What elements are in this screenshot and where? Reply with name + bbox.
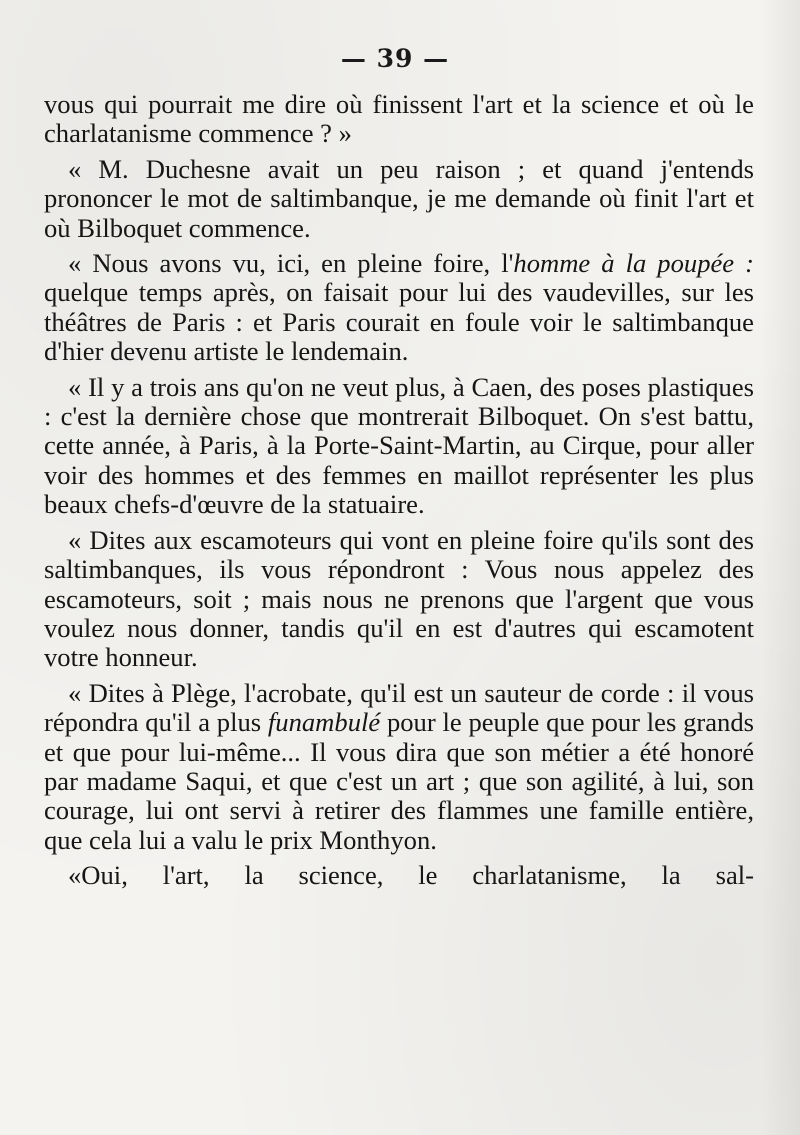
paragraph-text: vous qui pourrait me dire où finissent l'art et la science et où le charlatanisme commence ? »	[44, 89, 754, 149]
italic-word: funambulé	[267, 707, 381, 738]
italic-phrase: homme à la poupée :	[513, 248, 754, 279]
paragraph-7	[44, 861, 754, 890]
paragraph-text: « Il y a trois ans qu'on ne veut plus, à Caen, des poses plastiques : c'est la dernière chose que montrerait Bilboquet. On s'est battu, cette année, à Paris, à la Porte-Saint-Martin, au Cirque, pour aller voir des hommes et des femmes en maillot représenter les plus beaux chefs-d'œuvre de la statuaire.	[44, 371, 754, 520]
paragraph-text: quelque temps après, on faisait pour lui des vaudevilles, sur les théâtres de Paris : et Paris courait en foule voir le saltimbanque d'hier devenu artiste le lendemain.	[44, 277, 754, 367]
paragraph-text: « M. Duchesne avait un peu raison ; et quand j'entends prononcer le mot de saltimbanque, je me demande où finit l'art et où Bilboquet commence.	[44, 153, 754, 243]
paragraph-5	[44, 526, 754, 673]
paragraph-text: « Dites à Plège, l'acrobate, qu'il est un sauteur de corde : il vous répondra qu'il a plus	[44, 677, 754, 738]
paragraph-text: pour le peuple que pour les grands et que pour lui-même... Il vous dira que son métier a été honoré par madame Saqui, et que c'est un art ; que son agilité, à lui, son courage, lui ont servi à retirer des flammes une famille entière, que cela lui a valu le prix Monthyon.	[44, 707, 755, 855]
paragraph-3	[44, 249, 754, 367]
page-edge-shadow	[760, 0, 800, 1135]
paragraph-4	[44, 373, 754, 520]
paragraph-text: «Oui, l'art, la science, le charlatanisme, la sal-	[68, 860, 754, 891]
body-text	[44, 90, 754, 891]
paragraph-text: « Nous avons vu, ici, en pleine foire, l'	[68, 248, 514, 279]
paragraph-6	[44, 679, 754, 855]
paragraph-1	[44, 90, 754, 149]
page-number: — 39 —	[340, 44, 450, 73]
paragraph-2	[44, 155, 754, 243]
paragraph-text: « Dites aux escamoteurs qui vont en pleine foire qu'ils sont des saltimbanques, ils vous répondront : Vous nous appelez des escamoteurs, soit ; mais nous ne prenons que l'argent que vous voulez nous donner, tandis qu'il en est d'autres qui escamotent votre honneur.	[44, 524, 754, 673]
